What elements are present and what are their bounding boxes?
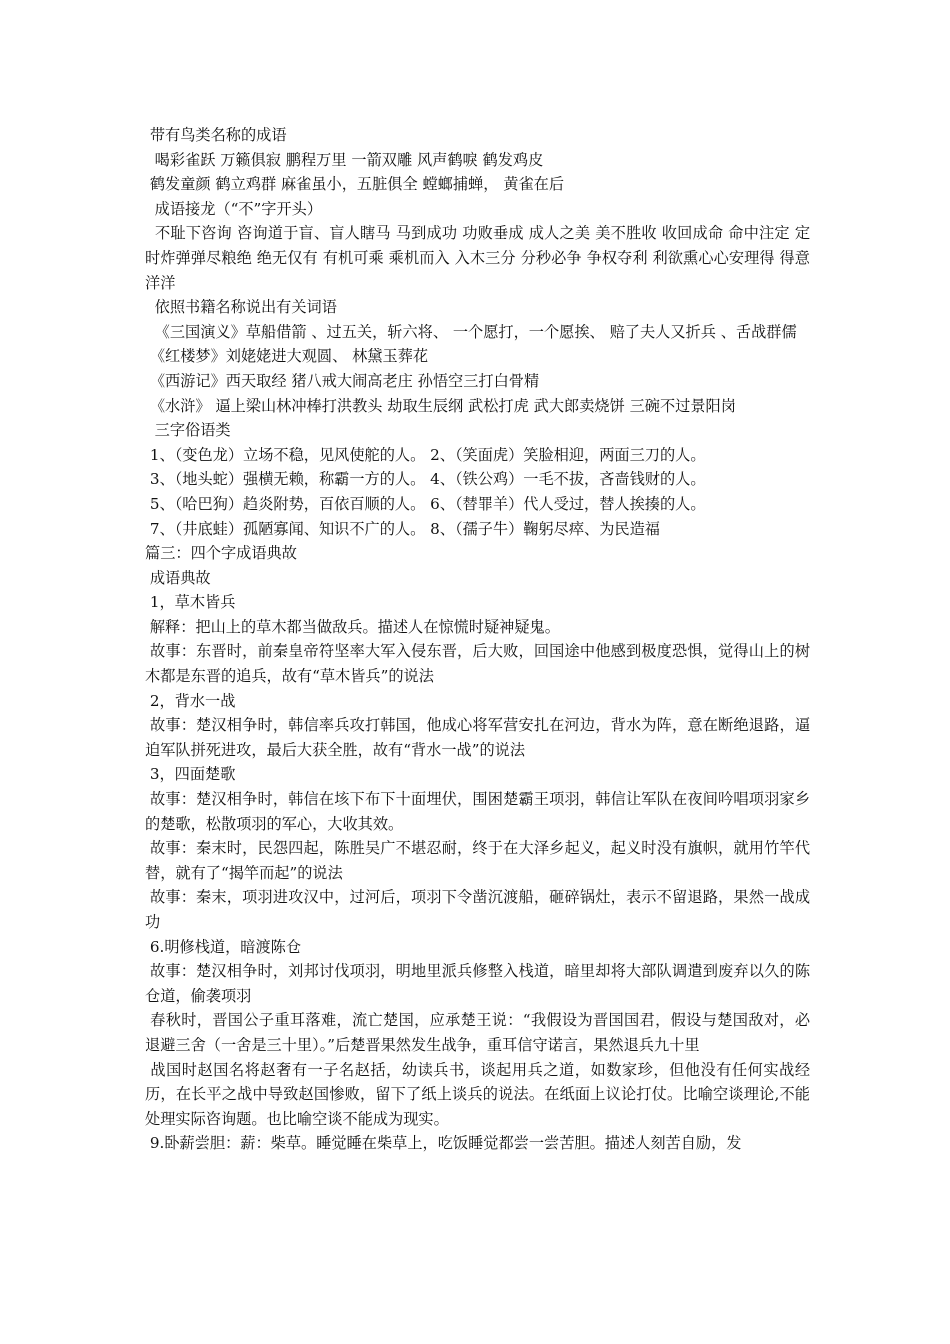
idiom-line: 鹤发童颜 鹤立鸡群 麻雀虽小，五脏俱全 螳螂捕蝉， 黄雀在后 — [145, 175, 565, 194]
story-paragraph: 故事：东晋时，前秦皇帝符坚率大军入侵东晋，后大败，回国途中他感到极度恐惧，觉得山上的树木都是东晋的追兵，故有“草木皆兵”的说法 — [145, 642, 811, 686]
story-paragraph: 故事：楚汉相争时，刘邦讨伐项羽，明地里派兵修整入栈道，暗里却将大部队调遣到废弃以久的陈仓道，偷袭项羽 — [145, 962, 811, 1005]
story-title: 6.明修栈道，暗渡陈仓 — [145, 937, 302, 956]
book-idioms-line: 《水浒》 逼上梁山林冲棒打洪教头 劫取生辰纲 武松打虎 武大郎卖烧饼 三碗不过景阳岗 — [145, 396, 736, 415]
book-idioms-line: 《三国演义》草船借箭 、过五关，斩六将、 一个愿打，一个愿挨、 赔了夫人又折兵 、舌战群儒 — [145, 322, 797, 341]
story-paragraph: 故事：秦末时，民怨四起，陈胜吴广不堪忍耐，终于在大泽乡起义，起义时没有旗帜，就用竹竿代替，就有了“揭竿而起”的说法 — [145, 839, 811, 882]
story-title: 2，背水一战 — [145, 691, 236, 710]
idiom-line: 喝彩雀跃 万籁俱寂 鹏程万里 一箭双雕 风声鹤唳 鹤发鸡皮 — [145, 150, 544, 169]
story-title: 1，草木皆兵 — [145, 593, 236, 612]
story-paragraph: 春秋时，晋国公子重耳落难，流亡楚国，应承楚王说：“我假设为晋国国君，假设与楚国敌对，必退避三舍（一舍是三十里）。”后楚晋果然发生战争，重耳信守诺言，果然退兵九十里 — [145, 1011, 811, 1054]
saying-line: 7、（井底蛙）孤陋寡闻、知识不广的人。 8、（孺子牛）鞠躬尽瘁、为民造福 — [145, 519, 660, 538]
book-idioms-line: 《红楼梦》刘姥姥进大观圆、 林黛玉葬花 — [145, 347, 429, 366]
section-heading: 成语接龙（“不”字开头） — [145, 199, 323, 218]
section-heading: 依照书籍名称说出有关词语 — [145, 298, 337, 317]
story-paragraph: 战国时赵国名将赵奢有一子名赵括，幼读兵书，谈起用兵之道，如数家珍，但他没有任何实战经历，在长平之战中导致赵国惨败，留下了纸上谈兵的说法。在纸面上议论打仗。比喻空谈理论,不能处理实际咨询题。也比喻空谈不能成为现实。 — [145, 1060, 811, 1128]
saying-line: 5、（哈巴狗）趋炎附势，百依百顺的人。 6、（替罪羊）代人受过，替人挨揍的人。 — [145, 494, 706, 513]
story-paragraph: 故事：楚汉相争时，韩信在垓下布下十面埋伏，围困楚霸王项羽，韩信让军队在夜间吟唱项羽家乡的楚歌，松散项羽的军心，大收其效。 — [145, 790, 811, 833]
story-title: 3，四面楚歌 — [145, 765, 236, 784]
story-paragraph: 故事：秦末，项羽进攻汉中，过河后，项羽下令凿沉渡船，砸碎锅灶，表示不留退路，果然一战成功 — [145, 888, 811, 931]
chapter-title: 篇三：四个字成语典故 — [145, 544, 297, 563]
document-page — [145, 123, 810, 1156]
section-heading: 三字俗语类 — [145, 421, 231, 440]
idiom-chain-paragraph: 不耻下咨询 咨询道于盲、盲人瞎马 马到成功 功败垂成 成人之美 美不胜收 收回成命 命中注定 定时炸弹弹尽粮绝 绝无仅有 有机可乘 乘机而入 入木三分 分秒必争 争权夺利 利欲熏心心安理得 得意洋洋 — [145, 224, 811, 292]
story-explanation: 解释：把山上的草木都当做敌兵。描述人在惊慌时疑神疑鬼。 — [145, 617, 560, 636]
story-paragraph: 9.卧薪尝胆：薪：柴草。睡觉睡在柴草上，吃饭睡觉都尝一尝苦胆。描述人刻苦自励，发 — [145, 1134, 742, 1153]
saying-line: 1、（变色龙）立场不稳，见风使舵的人。 2、（笑面虎）笑脸相迎，两面三刀的人。 — [145, 445, 706, 464]
section-heading: 成语典故 — [145, 568, 211, 587]
saying-line: 3、（地头蛇）强横无赖，称霸一方的人。 4、（铁公鸡）一毛不拔，吝啬钱财的人。 — [145, 470, 706, 489]
story-paragraph: 故事：楚汉相争时，韩信率兵攻打韩国，他成心将军营安扎在河边，背水为阵，意在断绝退路，逼迫军队拼死进攻，最后大获全胜，故有“背水一战”的说法 — [145, 716, 811, 759]
section-heading: 带有鸟类名称的成语 — [145, 126, 287, 144]
book-idioms-line: 《西游记》西天取经 猪八戒大闹高老庄 孙悟空三打白骨精 — [145, 371, 540, 390]
